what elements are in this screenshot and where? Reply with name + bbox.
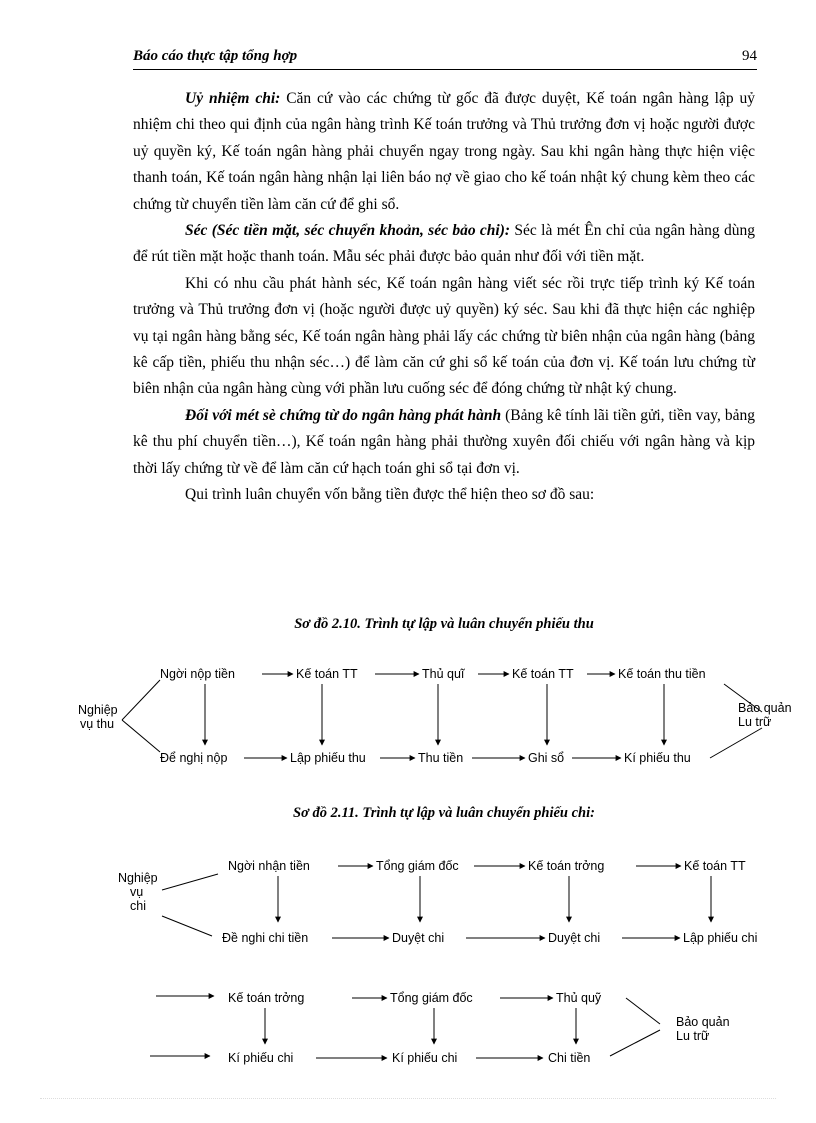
page-header <box>133 46 757 70</box>
end-label: Lu trữ <box>676 1029 710 1043</box>
start-label: vụ thu <box>80 717 115 731</box>
start-label: Nghiệp <box>118 871 158 885</box>
diagram-caption-phieu-chi: Sơ đồ 2.11. Trình tự lập và luân chuyển phiếu chi: <box>293 805 595 821</box>
page-number: 94 <box>742 48 757 64</box>
node-ki-phieu-thu: Kí phiếu thu <box>624 751 691 765</box>
branch-line <box>122 680 160 720</box>
node-nguoi-nop-tien: Ngời nộp tiền <box>160 667 235 681</box>
end-label: Lu trữ <box>738 715 772 729</box>
node-ke-toan-thu-tien: Kế toán thu tiền <box>618 667 706 681</box>
paragraph-text: (Bảng kê tính lãi tiền gửi, tiền vay, bảng kê thu phí chuyển tiền…), Kế toán ngân hàng phải thường xuyên đối chiếu với ngân hàng và kịp thời lấy chứng từ về để làm căn cứ hạch toán ghi sổ tại đơn vị. <box>133 406 755 477</box>
start-label: vụ <box>130 885 144 899</box>
node-ki-phieu-chi-2: Kí phiếu chi <box>392 1051 458 1065</box>
paragraph-chung-tu-ngan-hang <box>133 403 755 482</box>
node-lap-phieu-chi: Lập phiếu chi <box>683 931 758 945</box>
node-thu-quy: Thủ quỹ <box>556 991 602 1005</box>
start-label: Nghiệp <box>78 703 118 717</box>
branch-line <box>122 720 160 752</box>
merge-line <box>610 1030 660 1056</box>
merge-line <box>710 728 762 758</box>
node-ke-toan-tt: Kế toán TT <box>296 667 358 681</box>
node-thu-tien: Thu tiền <box>418 751 464 765</box>
diagram-phieu-thu <box>0 640 816 780</box>
node-tong-giam-doc: Tổng giám đốc <box>376 859 459 873</box>
diagram-caption-phieu-thu: Sơ đồ 2.10. Trình tự lập và luân chuyển phiếu thu <box>294 616 594 632</box>
end-label: Bảo quản <box>738 701 792 715</box>
node-nguoi-nhan-tien: Ngời nhận tiền <box>228 859 310 873</box>
branch-line <box>162 916 212 936</box>
node-lap-phieu-thu: Lập phiếu thu <box>290 751 366 765</box>
node-ki-phieu-chi: Kí phiếu chi <box>228 1051 294 1065</box>
footer-rule <box>40 1098 776 1099</box>
node-duyet-chi: Duyệt chi <box>392 931 445 945</box>
end-label: Bảo quản <box>676 1015 730 1029</box>
node-ghi-so: Ghi sổ <box>528 751 565 765</box>
node-de-nghi-nop: Để nghị nộp <box>160 751 228 765</box>
header-rule <box>133 69 757 70</box>
node-de-nghi-chi-tien: Đề nghi chi tiền <box>222 931 309 945</box>
paragraph-text: Séc là mét Ên chỉ của ngân hàng dùng để rút tiền mặt hoặc thanh toán. Mẫu séc phải được bảo quản như đối với tiền mặt. <box>133 222 755 266</box>
paragraph-lead: Uỷ nhiệm chi: <box>185 90 281 107</box>
merge-line <box>626 998 660 1024</box>
diagram-phieu-chi <box>0 840 816 1080</box>
node-ke-toan-truong: Kế toán trởng <box>528 859 605 873</box>
node-chi-tien: Chi tiền <box>548 1051 591 1065</box>
node-tong-giam-doc-2: Tổng giám đốc <box>390 991 473 1005</box>
paragraph-lead: Séc (Séc tiền mặt, séc chuyển khoản, séc bảo chi): <box>185 222 511 240</box>
start-label: chi <box>130 899 146 913</box>
paragraph-sec <box>133 218 755 271</box>
branch-line <box>162 874 218 890</box>
paragraph-uy-nhiem-chi <box>133 86 755 218</box>
node-ke-toan-truong-2: Kế toán trởng <box>228 991 305 1005</box>
node-thu-quy: Thủ quĩ <box>422 667 465 681</box>
body-text <box>133 86 755 509</box>
node-ke-toan-tt: Kế toán TT <box>684 859 746 873</box>
document-title: Báo cáo thực tập tổng hợp <box>133 48 298 64</box>
paragraph-text: Căn cứ vào các chứng từ gốc đã được duyệt, Kế toán ngân hàng lập uỷ nhiệm chi theo qui định của ngân hàng trình Kế toán trưởng và Thủ trưởng đơn vị hoặc người được uỷ quyền ký, Kế toán ngân hàng phải chuyển ngay trong ngày. Sau khi ngân hàng thực hiện việc thanh toán, Kế toán ngân hàng nhận lại liên báo nợ về giao cho kế toán nhật ký chung kèm theo các chứng từ chuyển tiền làm căn cứ để ghi sổ. <box>133 90 755 213</box>
node-ke-toan-tt-2: Kế toán TT <box>512 667 574 681</box>
node-duyet-chi-2: Duyệt chi <box>548 931 601 945</box>
paragraph-phat-hanh-sec: Khi có nhu cầu phát hành séc, Kế toán ngân hàng viết séc rồi trực tiếp trình ký Kế toán trưởng và Thủ trưởng đơn vị (hoặc người được uỷ quyền) ký séc. Sau khi đã thực hiện các nghiệp vụ tại ngân hàng bằng séc, Kế toán ngân hàng phải lấy các chứng từ biên nhận của ngân hàng (bảng kê cấp tiền, phiếu thu nhận séc…) để làm căn cứ ghi sổ kế toán của đơn vị. Kế toán lưu chứng từ biên nhận của ngân hàng cùng với phần lưu cuống séc để đóng chứng từ nhật ký chung. <box>133 274 755 398</box>
paragraph-lead: Đối với mét sè chứng từ do ngân hàng phát hành <box>185 406 502 424</box>
paragraph-qui-trinh: Qui trình luân chuyển vốn bằng tiền được thể hiện theo sơ đồ sau: <box>185 486 595 504</box>
